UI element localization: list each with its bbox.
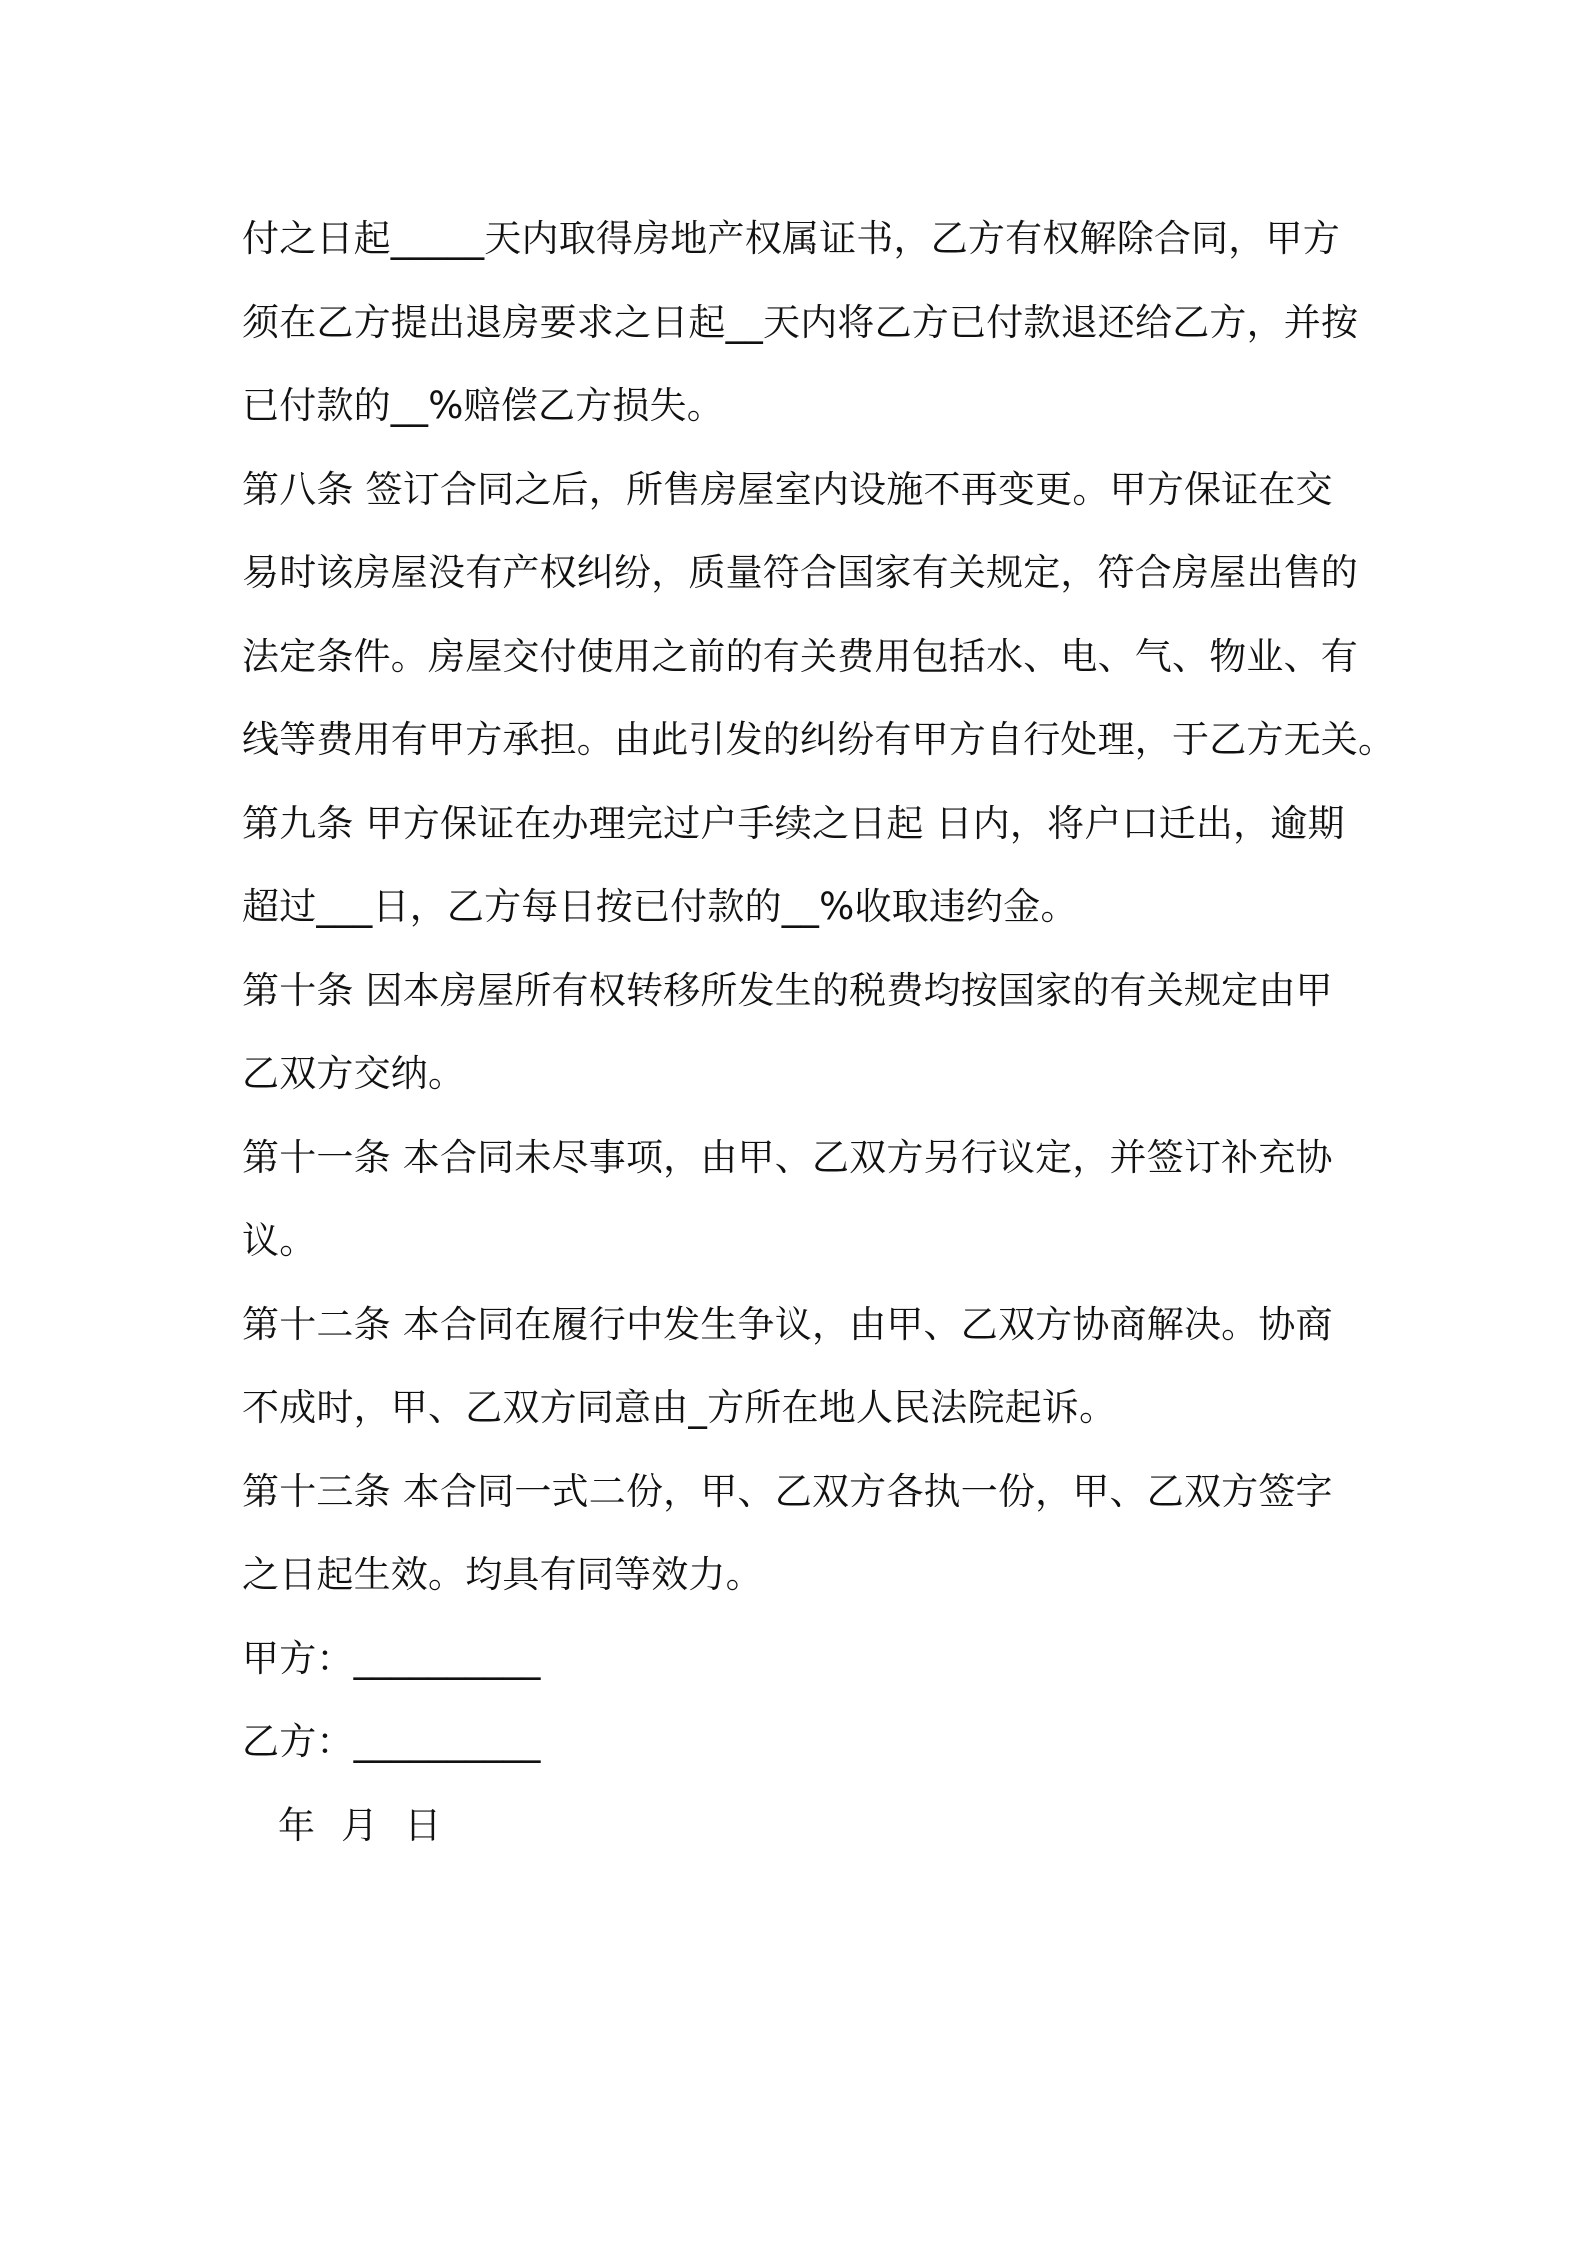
party-b-signature-line: 乙方：__________: [242, 1720, 541, 1763]
article-12-line: 第十二条 本合同在履行中发生争议，由甲、乙双方协商解决。协商: [242, 1302, 1333, 1346]
text-line: 不成时，甲、乙双方同意由_方所在地人民法院起诉。: [242, 1386, 1117, 1429]
text-line: 付之日起_____天内取得房地产权属证书，乙方有权解除合同，甲方: [242, 217, 1340, 260]
text-line: 易时该房屋没有产权纠纷，质量符合国家有关规定，符合房屋出售的: [242, 551, 1358, 594]
text-line: 之日起生效。均具有同等效力。: [242, 1553, 763, 1596]
article-10-line: 第十条 因本房屋所有权转移所发生的税费均按国家的有关规定由甲: [242, 968, 1333, 1012]
text-line: 法定条件。房屋交付使用之前的有关费用包括水、电、气、物业、有: [242, 634, 1358, 678]
date-line: 年 月 日: [278, 1803, 442, 1847]
text-line: 超过___日，乙方每日按已付款的__%收取违约金。: [242, 885, 1078, 928]
text-line: 须在乙方提出退房要求之日起__天内将乙方已付款退还给乙方，并按: [242, 300, 1359, 344]
party-a-signature-line: 甲方：__________: [242, 1636, 541, 1680]
contract-body: [242, 197, 1396, 1867]
article-8-line: 第八条 签订合同之后，所售房屋室内设施不再变更。甲方保证在交: [242, 467, 1333, 511]
article-11-line: 第十一条 本合同未尽事项，由甲、乙双方另行议定，并签订补充协: [242, 1135, 1333, 1179]
article-13-line: 第十三条 本合同一式二份，甲、乙双方各执一份，甲、乙双方签字: [242, 1469, 1333, 1513]
article-9-line: 第九条 甲方保证在办理完过户手续之日起 日内，将户口迁出，逾期: [242, 801, 1345, 845]
text-line: 乙双方交纳。: [242, 1052, 466, 1095]
text-line: 已付款的__%赔偿乙方损失。: [242, 384, 724, 427]
text-line: 议。: [242, 1219, 317, 1262]
text-line: 线等费用有甲方承担。由此引发的纠纷有甲方自行处理，于乙方无关。: [242, 718, 1396, 761]
